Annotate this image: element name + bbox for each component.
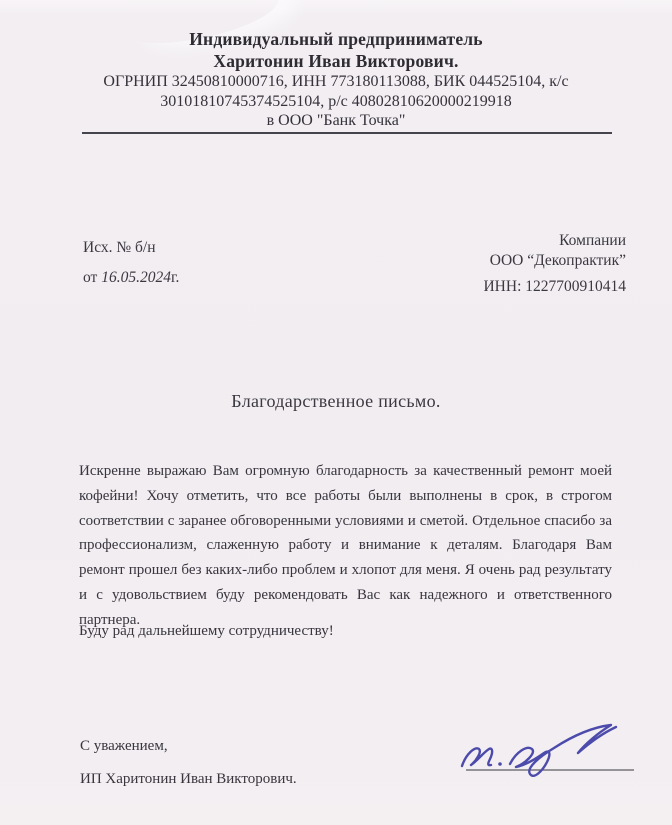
signoff-block [80,737,297,788]
signoff-signer: ИП Харитонин Иван Викторович. [80,771,297,787]
letter-title: Благодарственное письмо. [231,391,441,411]
recipient-company: ООО “Декопрактик” [489,252,626,269]
body-paragraph-closing: Буду рад дальнейшему сотрудничеству! [79,623,334,639]
letterhead-requisites-line2: 30101810745374525104, р/с 40802810620000219918 [160,92,512,110]
date-suffix: г. [170,269,180,286]
signoff-regards: С уважением, [80,738,168,754]
letterhead-entity-type: Индивидуальный предприниматель [189,29,483,49]
letterhead-person-name: Харитонин Иван Викторович. [213,51,459,71]
reference-block [83,239,179,287]
handwritten-signature [448,722,648,790]
signature-svg [448,722,648,790]
signature-ink-strokes [462,725,616,776]
outgoing-number: Исх. № б/н [83,239,156,256]
letterhead-bank-line: в ООО "Банк Точка" [266,112,406,129]
letter-date [83,269,179,287]
letterhead-requisites-line1: ОГРНИП 32450810000716, ИНН 773180113088, БИК 044525104, к/с [103,73,569,90]
recipient-inn: ИНН: 1227700910414 [483,278,626,295]
recipient-block [483,231,626,297]
body-paragraph-main: Искренне выражаю Вам огромную благодарность за качественный ремонт моей кофейни! Хочу отметить, что все работы были выполнены в срок, в строгом соответствии с заранее обговоренными условиями и сметой. Отдельное спасибо за профессионализм, слаженную работу и внимание к деталям. Благодаря Вам ремонт прошел без каких-либо проблем и хлопот для меня. Я очень рад результату и с удовольствием буду рекомендовать Вас как надежного и ответственного партнера. [79,463,612,628]
date-value: 16.05.2024 [101,269,171,286]
date-prefix: от [83,269,102,286]
recipient-label: Компании [559,232,626,249]
letterhead [0,28,672,131]
letterhead-divider-rule [82,132,612,134]
signature-dot [498,762,502,766]
